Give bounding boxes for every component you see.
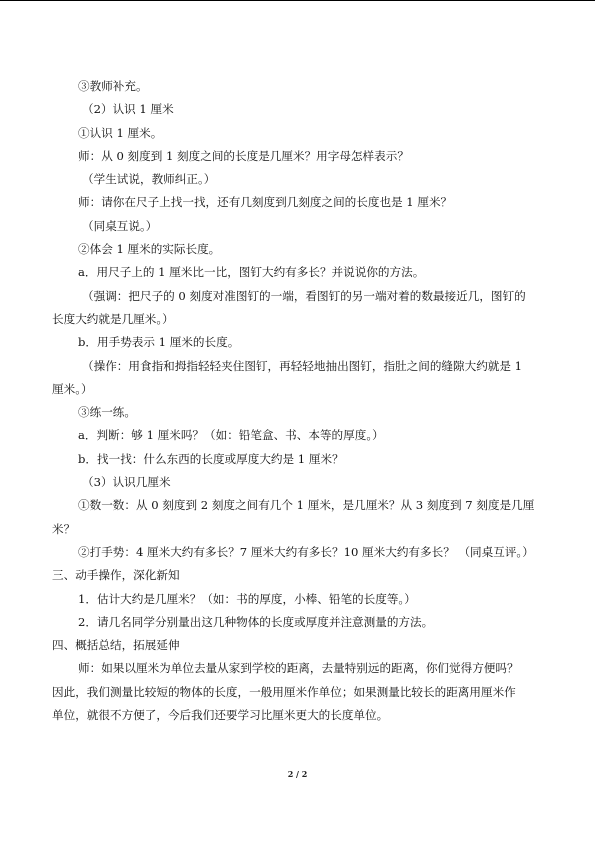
text-line-7: （同桌互说。）: [82, 218, 158, 233]
text-line-3: ①认识 1 厘米。: [78, 125, 163, 140]
text-line-1: ③教师补充。: [78, 79, 148, 93]
text-line-23: 1．估计大约是几厘米？（如：书的厚度，小棒、铅笔的长度等。）: [78, 591, 416, 606]
text-line-9: a．用尺子上的 1 厘米比一比，图钉大约有多长？并说说你的方法。: [78, 265, 425, 280]
text-line-5: （学生试说，教师纠正。）: [82, 172, 216, 187]
section-heading-four: 四、概括总结，拓展延伸: [52, 638, 180, 653]
text-line-12: b．用手势表示 1 厘米的长度。: [78, 335, 240, 350]
paragraph-count: ①数一数：从 0 刻度到 2 刻度之间有几个 1 厘米，是几厘米？从 3 刻度到 7 刻度是几厘 米？: [52, 498, 535, 536]
text-line-15: ③练一练。: [78, 405, 136, 420]
text-line-6: 师：请你在尺子上找一找，还有几刻度到几刻度之间的长度也是 1 厘米？: [78, 195, 453, 210]
page-top-border: [0, 0, 595, 1]
text-line-16: a．判断：够 1 厘米吗？（如：铅笔盒、书、本等的厚度。）: [78, 428, 384, 443]
section-heading-3: （3）认识几厘米: [82, 475, 171, 490]
text-line-24: 2．请几名同学分别量出这几种物体的长度或厚度并注意测量的方法。: [78, 614, 434, 629]
text-line-21: ②打手势：4 厘米大约有多长？7 厘米大约有多长？10 厘米大约有多长？ （同桌互评。）: [78, 544, 534, 559]
page-number: 2 / 2: [287, 769, 308, 779]
text-line-4: 师：从 0 刻度到 1 刻度之间的长度是几厘米？用字母怎样表示？: [78, 148, 409, 163]
text-line-17: b．找一找：什么东西的长度或厚度大约是 1 厘米？: [78, 451, 344, 466]
paragraph-operation: （操作：用食指和拇指轻轻夹住图钉，再轻轻地抽出图钉，指肚之间的缝隙大约就是 1 厘米。）: [52, 358, 523, 396]
document-body: [52, 75, 544, 727]
paragraph-summary: 师：如果以厘米为单位去量从家到学校的距离，去量特别远的距离，你们觉得方便吗？ 因此，我们测量比较短的物体的长度，一般用厘米作单位；如果测量比较长的距离用厘米作 单位，就很不方便了，今后我们还要学习比厘米更大的长度单位。: [52, 661, 519, 723]
paragraph-emphasis: （强调：把尺子的 0 刻度对准图钉的一端，看图钉的另一端对着的数最接近几，图钉的 长度大约就是几厘米。）: [52, 288, 526, 326]
section-heading-2: （2）认识 1 厘米: [82, 102, 174, 117]
text-line-8: ②体会 1 厘米的实际长度。: [78, 242, 221, 257]
section-heading-three: 三、动手操作，深化新知: [52, 568, 180, 583]
